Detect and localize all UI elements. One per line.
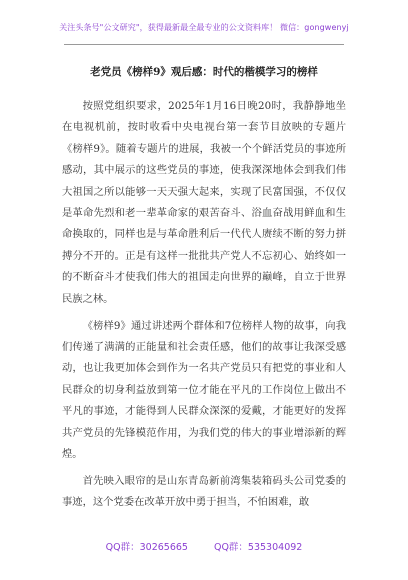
footer-qq-group-1: QQ群：30265665: [105, 542, 188, 553]
header-divider: [64, 44, 344, 45]
footer-qq-group-2: QQ群：535304092: [213, 542, 303, 553]
page-footer: [0, 539, 408, 553]
body-paragraph: 首先映入眼帘的是山东青岛新前湾集装箱码头公司党委的事迹，这个党委在改革开放中勇于担当，不怕困难，敢: [62, 474, 346, 509]
document-body: [62, 96, 346, 514]
body-paragraph: 按照党组织要求，2025年1月16日晚20时，我静静地坐在电视机前，按时收看中央电视台第一套节目放映的专题片《榜样9》。随着专题片的进展，我被一个个鲜活党员的事迹所感动，其中展示的这些党员的事迹，使我深深地体会到我们伟大祖国之所以能够一天天强大起来，实现了民富国强，不仅仅是革命先烈和老一辈革命家的艰苦奋斗、浴血奋战用鲜血和生命换取的，同样也是与革命胜利后一代代人赓续不断的努力拼搏分不开的。正是有这样一批批共产党人不忘初心、始终如一的不断奋斗才使我们伟大的祖国走向世界的巅峰，自立于世界民族之林。: [62, 100, 346, 305]
body-paragraph: 《榜样9》通过讲述两个群体和7位榜样人物的故事，向我们传递了满满的正能量和社会责任感，他们的故事让我深受感动，也让我更加体会到作为一名共产党员只有把党的事业和人民群众的切身利益放到第一位才能在平凡的工作岗位上做出不平凡的事迹，才能得到人民群众深深的爱戴，才能更好的发挥共产党员的先锋模范作用，为我们党的伟大的事业增添新的辉煌。: [62, 319, 346, 460]
document-title: 老党员《榜样9》观后感：时代的楷模学习的榜样: [90, 66, 318, 78]
page-header-promo: 关注头条号"公文研究"，获得最新最全最专业的公文资料库！ 微信：gongwenyj: [59, 23, 349, 32]
